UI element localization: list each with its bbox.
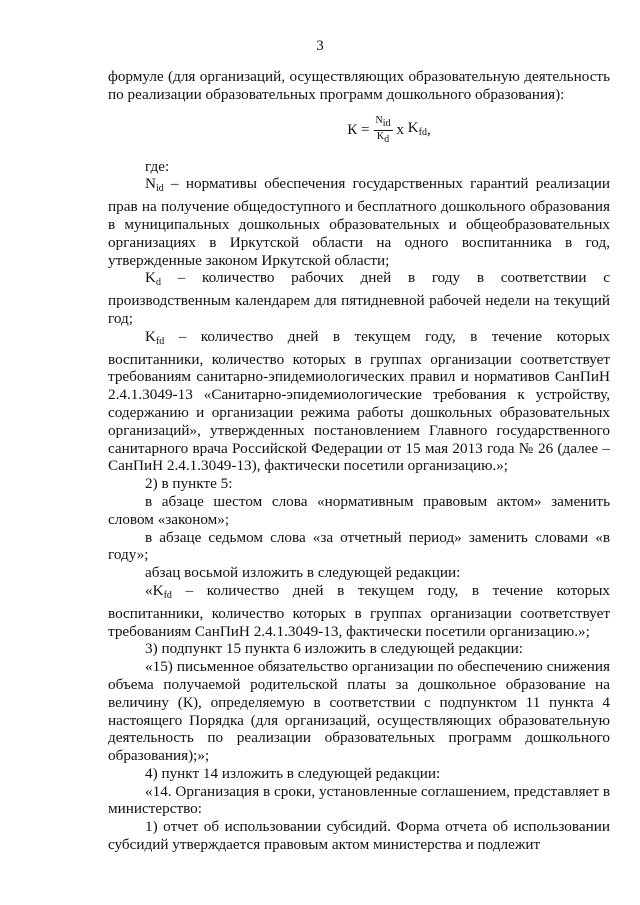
formula-lhs: К =: [347, 121, 370, 138]
formula-factor: $K_{fd}$: [407, 119, 427, 138]
paragraph: 4) пункт 14 изложить в следующей редакции:: [145, 764, 441, 782]
fraction-numerator: Nid: [375, 115, 391, 130]
paragraph: 3) подпункт 15 пункта 6 изложить в следующей редакции:: [145, 640, 524, 658]
paragraph: 2) в пункте 5:: [145, 475, 233, 493]
kfd-quote: «$K_{fd}$ – количество дней в текущем году, в течение которых воспитанники, количество которых в группах организации соответствует требованиям СанПиН 2.4.1.3049-13, фактически посетили организацию.»;: [108, 581, 610, 640]
fraction-denominator: Kd: [376, 131, 390, 146]
document-body: [108, 68, 610, 854]
paragraph: абзац восьмой изложить в следующей редакции:: [145, 564, 461, 582]
formula: К = $\frac{\text{Nid}}{Kd}$ x $K_{fd}$ ,: [347, 115, 431, 146]
formula-times: x: [396, 121, 405, 138]
paragraph: в абзаце шестом слова «нормативным правовым актом» заменить словом «законом»;: [108, 492, 610, 528]
paragraph: в абзаце седьмом слова «за отчетный период» заменить словами «в году»;: [108, 528, 610, 564]
formula-fraction: [374, 115, 393, 146]
paragraph: 1) отчет об использовании субсидий. Форма отчета об использовании субсидий утверждается правовым актом министерства и подлежит: [108, 818, 610, 854]
page-number: 3: [316, 38, 324, 54]
definition-kfd: $K_{fd}$ – количество дней в текущем году, в течение которых воспитанники, количество которых в группах организации соответствует требованиям санитарно-эпидемиологических правил и нормативов СанПиН 2.4.1.3049-13 «Санитарно-эпидемиологические требования к устройству, содержанию и организации режима работы дошкольных образовательных организаций», утвержденных постановлением Главного государственного санитарного врача Российской Федерации от 15 мая 2013 года № 26 (далее – СанПиН 2.4.1.3049-13), фактически посетили организацию.»;: [108, 327, 610, 475]
definition-kd: $K_d$ – количество рабочих дней в году в соответствии с производственным календарем для пятидневной рабочей недели на текущий год;: [108, 269, 610, 327]
where-label: где:: [145, 157, 170, 175]
paragraph: «14. Организация в сроки, установленные соглашением, представляет в министерство:: [108, 782, 610, 818]
intro-paragraph: формуле (для организаций, осуществляющих образовательную деятельность по реализации образовательных программ дошкольного образования):: [108, 68, 610, 103]
paragraph: «15) письменное обязательство организации по обеспечению снижения объема получаемой родительской платы за дошкольное образование на величину (К), определяемую в соответствии с подпунктом 11 пункта 4 настоящего Порядка (для организаций, осуществляющих образовательную деятельность по реализации образовательных программ дошкольного образования);»;: [108, 658, 610, 765]
definition-nid: $N_{id}$ – нормативы обеспечения государственных гарантий реализации прав на получение общедоступного и бесплатного дошкольного образования в муниципальных дошкольных образовательных и общеобразовательных организациях в Иркутской области на одного воспитанника в год, утвержденные законом Иркутской области;: [108, 175, 610, 269]
